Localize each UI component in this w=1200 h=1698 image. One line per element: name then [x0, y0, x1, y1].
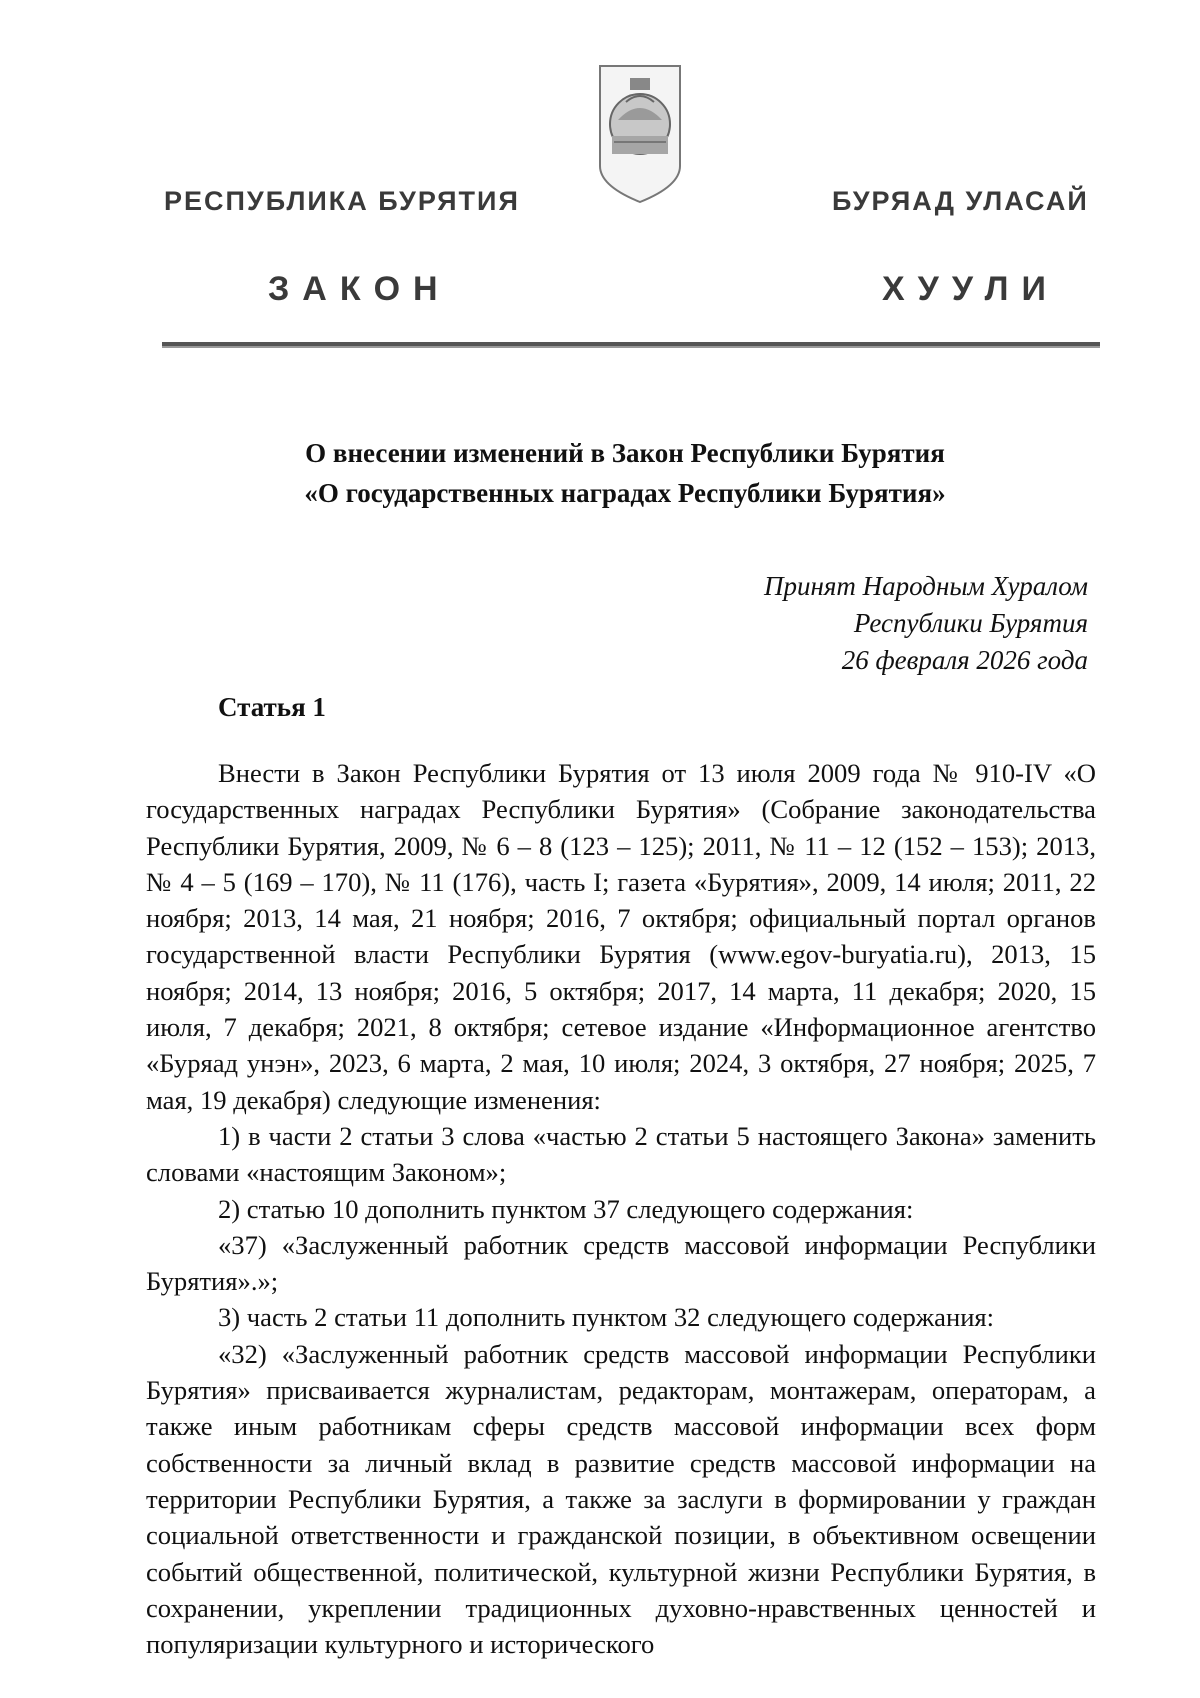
adoption-note: [764, 568, 1088, 679]
republic-name-buryat: БУРЯАД УЛАСАЙ: [832, 186, 1089, 216]
republic-name-russian: РЕСПУБЛИКА БУРЯТИЯ: [164, 186, 520, 216]
law-title-line-2: «О государственных наградах Республики Бурятия»: [304, 478, 946, 508]
paragraph-item-3: 3) часть 2 статьи 11 дополнить пунктом 32 следующего содержания:: [218, 1302, 995, 1333]
header-divider: [162, 342, 1100, 348]
paragraph-item-37: «37) «Заслуженный работник средств массовой информации Республики Бурятия».»;: [146, 1229, 1096, 1297]
article-heading: Статья 1: [218, 692, 326, 722]
adoption-date: 26 февраля 2026 года: [841, 645, 1088, 675]
coat-of-arms-icon: [596, 62, 684, 208]
law-title: [150, 433, 1100, 513]
adoption-line-1: Принят Народным Хуралом: [763, 571, 1088, 601]
paragraph-intro: Внести в Закон Республики Бурятия от 13 июля 2009 года № 910-IV «О государственных наградах Республики Бурятия» (Собрание законодательства Республики Бурятия, 2009, № 6 – 8 (123 – 125); 2011, № 11 – 12 (152 – 153); 2013, № 4 – 5 (169 – 170), № 11 (176), часть I; газета «Бурятия», 2009, 14 июля; 2011, 22 ноября; 2013, 14 мая, 21 ноября; 2016, 7 октября; официальный портал органов государственной власти Республики Бурятия (www.egov-buryatia.ru), 2013, 15 ноября; 2014, 13 ноября; 2016, 5 октября; 2017, 14 марта, 11 декабря; 2020, 15 июля, 7 декабря; 2021, 8 октября; сетевое издание «Информационное агентство «Буряад унэн», 2023, 6 марта, 2 мая, 10 июля; 2024, 3 октября, 27 ноября; 2025, 7 мая, 19 декабря) следующие изменения:: [146, 758, 1096, 1115]
paragraph-item-32: «32) «Заслуженный работник средств массовой информации Республики Бурятия» присваивается журналистам, редакторам, монтажерам, операторам, а также иным работникам сферы средств массовой информации всех форм собственности за личный вклад в развитие средств массовой информации на территории Республики Бурятия, а также за заслуги в формировании у граждан социальной ответственности и гражданской позиции, в объективном освещении событий общественной, политической, культурной жизни Республики Бурятия, в сохранении, укреплении традиционных духовно-нравственных ценностей и популяризации культурного и исторического: [146, 1338, 1096, 1660]
adoption-line-2: Республики Бурятия: [853, 608, 1088, 638]
law-title-line-1: О внесении изменений в Закон Республики Бурятия: [305, 438, 945, 468]
law-heading-russian: ЗАКОН: [268, 270, 451, 308]
paragraph-item-1: 1) в части 2 статьи 3 слова «частью 2 статьи 5 настоящего Закона» заменить словами «настоящим Законом»;: [146, 1120, 1096, 1188]
article-body: [146, 755, 1096, 1662]
law-heading-buryat: ХУУЛИ: [882, 270, 1059, 308]
paragraph-item-2: 2) статью 10 дополнить пунктом 37 следующего содержания:: [218, 1193, 914, 1224]
